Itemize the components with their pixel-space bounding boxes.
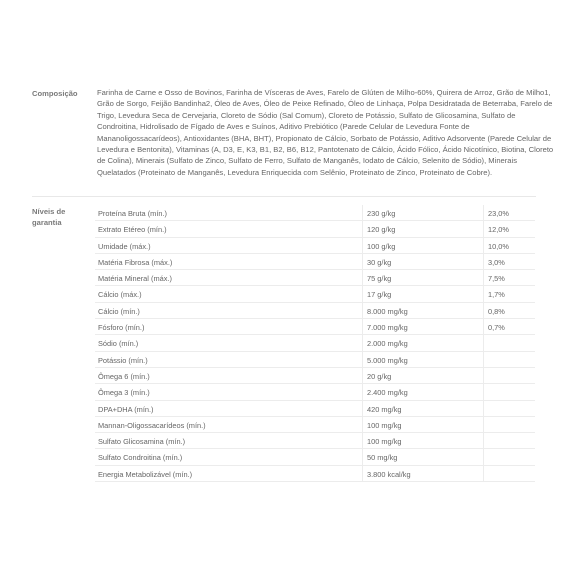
column-divider	[362, 254, 363, 269]
column-divider	[483, 221, 484, 236]
composition-label: Composição	[32, 89, 78, 98]
nutrient-name: Matéria Mineral (máx.)	[98, 274, 172, 284]
table-row	[95, 449, 535, 465]
table-row	[95, 238, 535, 254]
table-row	[95, 319, 535, 335]
column-divider	[483, 466, 484, 481]
column-divider	[483, 205, 484, 220]
nutrient-value: 17 g/kg	[367, 290, 392, 300]
nutrient-name: Cálcio (mín.)	[98, 306, 140, 316]
nutrient-name: Sulfato Glicosamina (mín.)	[98, 437, 186, 447]
nutrient-value: 230 g/kg	[367, 209, 396, 218]
column-divider	[362, 335, 363, 350]
nutrient-name: DPA+DHA (mín.)	[98, 404, 154, 414]
nutrient-value: 7.000 mg/kg	[367, 323, 408, 333]
table-row	[95, 352, 535, 368]
column-divider	[362, 433, 363, 448]
composition-line: Trigo, Levedura Seca de Cervejaria, Cloreto de Sódio (Sal Comum), Cloreto de Potássio, Sulfato de Glicosamina, Sulfato de	[97, 110, 516, 120]
table-row	[95, 335, 535, 351]
table-row	[95, 205, 535, 221]
column-divider	[362, 466, 363, 481]
column-divider	[362, 352, 363, 367]
nutrient-name: Mannan-Oligossacarídeos (mín.)	[98, 420, 206, 430]
composition-line: de Colina), Minerais (Sulfato de Zinco, Sulfato de Ferro, Sulfato de Manganês, Iodato de Cálcio, Selenito de Sódio), Minerais	[97, 156, 517, 166]
column-divider	[483, 384, 484, 399]
nutrient-value: 3.800 kcal/kg	[367, 469, 411, 479]
section-divider	[32, 196, 536, 197]
column-divider	[483, 270, 484, 285]
nutrient-percent: 3,0%	[488, 257, 505, 267]
nutrient-percent: 23,0%	[488, 209, 509, 218]
column-divider	[362, 368, 363, 383]
column-divider	[362, 417, 363, 432]
column-divider	[362, 221, 363, 236]
column-divider	[362, 205, 363, 220]
column-divider	[362, 449, 363, 464]
guarantee-levels-label	[32, 206, 82, 228]
table-row	[95, 286, 535, 302]
column-divider	[483, 368, 484, 383]
table-row	[95, 384, 535, 400]
column-divider	[362, 319, 363, 334]
column-divider	[483, 433, 484, 448]
column-divider	[483, 417, 484, 432]
column-divider	[362, 286, 363, 301]
column-divider	[483, 319, 484, 334]
nutrient-value: 30 g/kg	[367, 257, 392, 267]
table-row	[95, 254, 535, 270]
nutrient-percent: 1,7%	[488, 290, 505, 300]
nutrient-name: Sódio (mín.)	[98, 339, 139, 349]
table-row	[95, 466, 535, 482]
column-divider	[483, 254, 484, 269]
nutrient-name: Matéria Fibrosa (máx.)	[98, 257, 173, 267]
column-divider	[483, 449, 484, 464]
composition-line: Mananoligossacarídeos), Antioxidantes (BHA, BHT), Propionato de Cálcio, Sorbato de Potássio, Aditivo Adsorvente (Parede Celular de	[97, 133, 552, 143]
nutrient-value: 420 mg/kg	[367, 404, 402, 414]
nutrient-value: 2.000 mg/kg	[367, 339, 408, 349]
column-divider	[483, 286, 484, 301]
nutrient-percent: 7,5%	[488, 274, 505, 284]
table-row	[95, 303, 535, 319]
composition-text	[97, 87, 554, 178]
nutrient-value: 100 g/kg	[367, 241, 396, 251]
nutrient-name: Sulfato Condroitina (mín.)	[98, 453, 183, 463]
column-divider	[483, 335, 484, 350]
nutrient-name: Proteína Bruta (mín.)	[98, 209, 168, 218]
nutrient-name: Potássio (mín.)	[98, 355, 148, 365]
column-divider	[362, 384, 363, 399]
table-row	[95, 368, 535, 384]
nutrient-name: Umidade (máx.)	[98, 241, 151, 251]
column-divider	[483, 401, 484, 416]
nutrient-name: Ômega 3 (mín.)	[98, 388, 150, 398]
column-divider	[362, 401, 363, 416]
guarantee-label-line: garantia	[32, 218, 62, 227]
nutrient-value: 75 g/kg	[367, 274, 392, 284]
table-row	[95, 433, 535, 449]
nutrient-value: 120 g/kg	[367, 225, 396, 235]
composition-line: Quelatados (Proteinato de Manganês, Levedura Enriquecida com Selênio, Proteinato de Zinco, Proteinato de Cobre).	[97, 167, 493, 177]
column-divider	[483, 352, 484, 367]
nutrient-percent: 0,7%	[488, 323, 505, 333]
composition-line: Farinha de Carne e Osso de Bovinos, Farinha de Vísceras de Aves, Farelo de Glúten de Milho-60%, Quirera de Arroz, Grão de Milho1,	[97, 88, 551, 97]
table-row	[95, 401, 535, 417]
column-divider	[362, 303, 363, 318]
nutrient-percent: 12,0%	[488, 225, 509, 235]
column-divider	[362, 238, 363, 253]
nutrient-value: 20 g/kg	[367, 371, 392, 381]
composition-line: Condroitina, Hidrolisado de Fígado de Aves e Suínos, Aditivo Prebiótico (Parede Celular de Levedura Fonte de	[97, 122, 470, 132]
composition-line: Grão de Sorgo, Feijão Bandinha2, Óleo de Aves, Óleo de Peixe Refinado, Óleo de Linhaça, Polpa Desidratada de Beterraba, Farelo de	[97, 99, 553, 109]
column-divider	[483, 238, 484, 253]
nutrient-name: Ômega 6 (mín.)	[98, 371, 150, 381]
nutrient-name: Energia Metabolizável (mín.)	[98, 469, 193, 479]
composition-line: Levedura e Bentonita), Vitaminas (A, D3, E, K3, B1, B2, B6, B12, Pantotenato de Cálcio, Ácido Fólico, Ácido Nicotínico, Biotina, Cloreto	[97, 145, 554, 155]
nutrient-name: Cálcio (máx.)	[98, 290, 142, 300]
guarantee-label-line: Níveis de	[32, 207, 66, 216]
column-divider	[483, 303, 484, 318]
nutrient-value: 5.000 mg/kg	[367, 355, 408, 365]
table-row	[95, 417, 535, 433]
nutrient-percent: 0,8%	[488, 306, 505, 316]
table-row	[95, 221, 535, 237]
nutrient-value: 50 mg/kg	[367, 453, 398, 463]
column-divider	[362, 270, 363, 285]
nutrient-value: 100 mg/kg	[367, 437, 402, 447]
table-row	[95, 270, 535, 286]
nutrient-percent: 10,0%	[488, 241, 509, 251]
nutrient-value: 2.400 mg/kg	[367, 388, 408, 398]
nutrient-name: Fósforo (mín.)	[98, 323, 145, 333]
guarantee-levels-table	[95, 205, 535, 482]
nutrient-value: 100 mg/kg	[367, 420, 402, 430]
nutrient-value: 8.000 mg/kg	[367, 306, 408, 316]
nutrient-name: Extrato Etéreo (mín.)	[98, 225, 167, 235]
